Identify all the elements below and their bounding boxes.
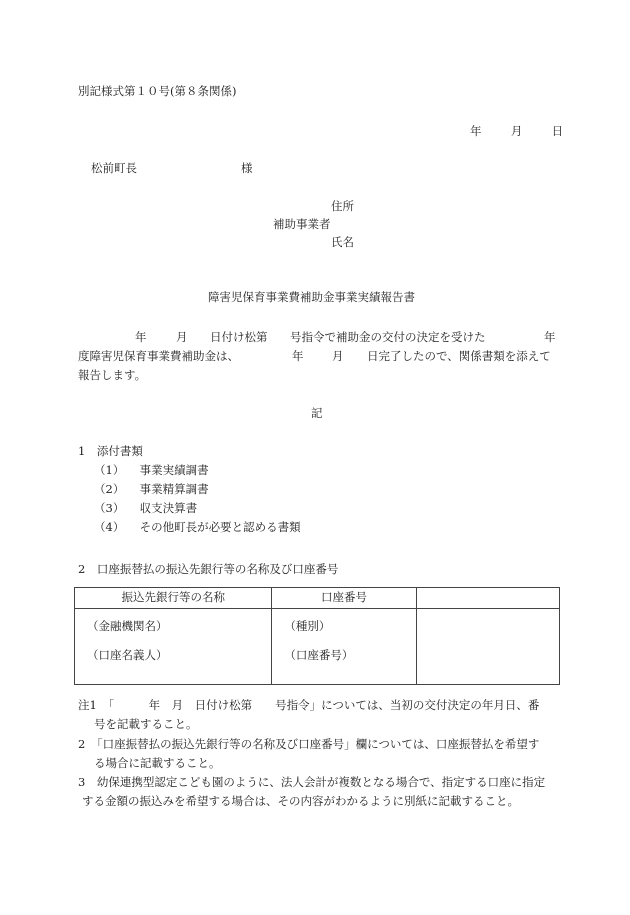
body-line2-year: 年	[292, 349, 304, 363]
attachment-item-label: 事業精算調書	[139, 482, 209, 496]
header-bank-name: 振込先銀行等の名称	[75, 588, 272, 609]
body-line-3: 報告します。	[78, 368, 147, 382]
body-line1-year: 年	[135, 330, 147, 344]
body-line2-rest: 日完了したので、関係書類を添えて	[367, 349, 551, 363]
addressee-name: 松前町長	[91, 161, 137, 175]
account-info-cell[interactable]	[272, 609, 416, 685]
attachment-item-label: 事業実績調書	[139, 463, 209, 477]
bank-account-table	[74, 587, 560, 685]
attachment-item-number: （2）	[94, 482, 125, 496]
attachment-item	[94, 484, 209, 496]
date-month-label: 月	[510, 124, 523, 138]
section2-heading: 2 口座振替払の振込先銀行等の名称及び口座番号	[78, 562, 339, 576]
document-title: 障害児保育事業費補助金事業実績報告書	[208, 290, 415, 304]
applicant-role-label: 補助事業者	[273, 217, 331, 231]
note-3-line-2: する金額の振込みを希望する場合は、その内容がわかるように別紙に記載すること。	[82, 794, 519, 808]
addressee-honorific: 様	[241, 161, 253, 175]
date-year-label: 年	[470, 124, 482, 138]
attachment-item-number: （4）	[94, 520, 125, 534]
note-2-line-2: る場合に記載すること。	[94, 756, 221, 770]
header-blank-cell	[416, 588, 559, 609]
attachment-item-label: 収支決算書	[139, 501, 198, 515]
body-line2-month: 月	[332, 349, 344, 363]
form-number: 別記様式第１０号(第８条関係)	[78, 84, 237, 98]
extra-entry-cell[interactable]	[416, 609, 559, 685]
applicant-address-label: 住所	[331, 199, 354, 213]
date-line	[470, 126, 563, 138]
date-day-label: 日	[551, 124, 564, 138]
body-line1-rest: 号指令で補助金の交付の決定を受けた	[290, 330, 486, 344]
account-holder-label: （口座名義人）	[87, 647, 168, 662]
ki-marker: 記	[311, 406, 323, 420]
attachment-item-number: （3）	[94, 501, 125, 515]
attachment-item	[94, 465, 209, 477]
note-1-line-2: 号を記載すること。	[94, 717, 198, 731]
account-type-label: （種別）	[284, 619, 331, 633]
section1-heading: 1 添付書類	[78, 444, 143, 458]
note-3-line-1: 3 幼保連携型認定こども園のように、法人会計が複数となる場合で、指定する口座に指定	[78, 775, 546, 789]
bank-info-cell[interactable]	[75, 609, 272, 685]
attachment-item	[94, 503, 197, 515]
body-line1-end-year: 年	[544, 330, 556, 344]
note-1-line-1: 注1 「 年 月 日付け松第 号指令」については、当初の交付決定の年月日、番	[78, 698, 540, 712]
header-account-number: 口座番号	[272, 588, 416, 609]
applicant-name-label: 氏名	[331, 235, 354, 249]
account-number-label: （口座番号）	[284, 647, 354, 662]
attachment-item-label: その他町長が必要と認める書類	[139, 520, 301, 534]
body-line1-mid: 日付け松第	[210, 330, 268, 344]
attachment-item	[94, 522, 301, 534]
bank-name-label: （金融機関名）	[87, 619, 168, 633]
body-line1-month: 月	[176, 330, 188, 344]
note-2-line-1: 2 「口座振替払の振込先銀行等の名称及び口座番号」欄については、口座振替払を希望す	[78, 737, 540, 751]
attachment-item-number: （1）	[94, 463, 125, 477]
body-line2-start: 度障害児保育事業費補助金は、	[78, 349, 239, 363]
